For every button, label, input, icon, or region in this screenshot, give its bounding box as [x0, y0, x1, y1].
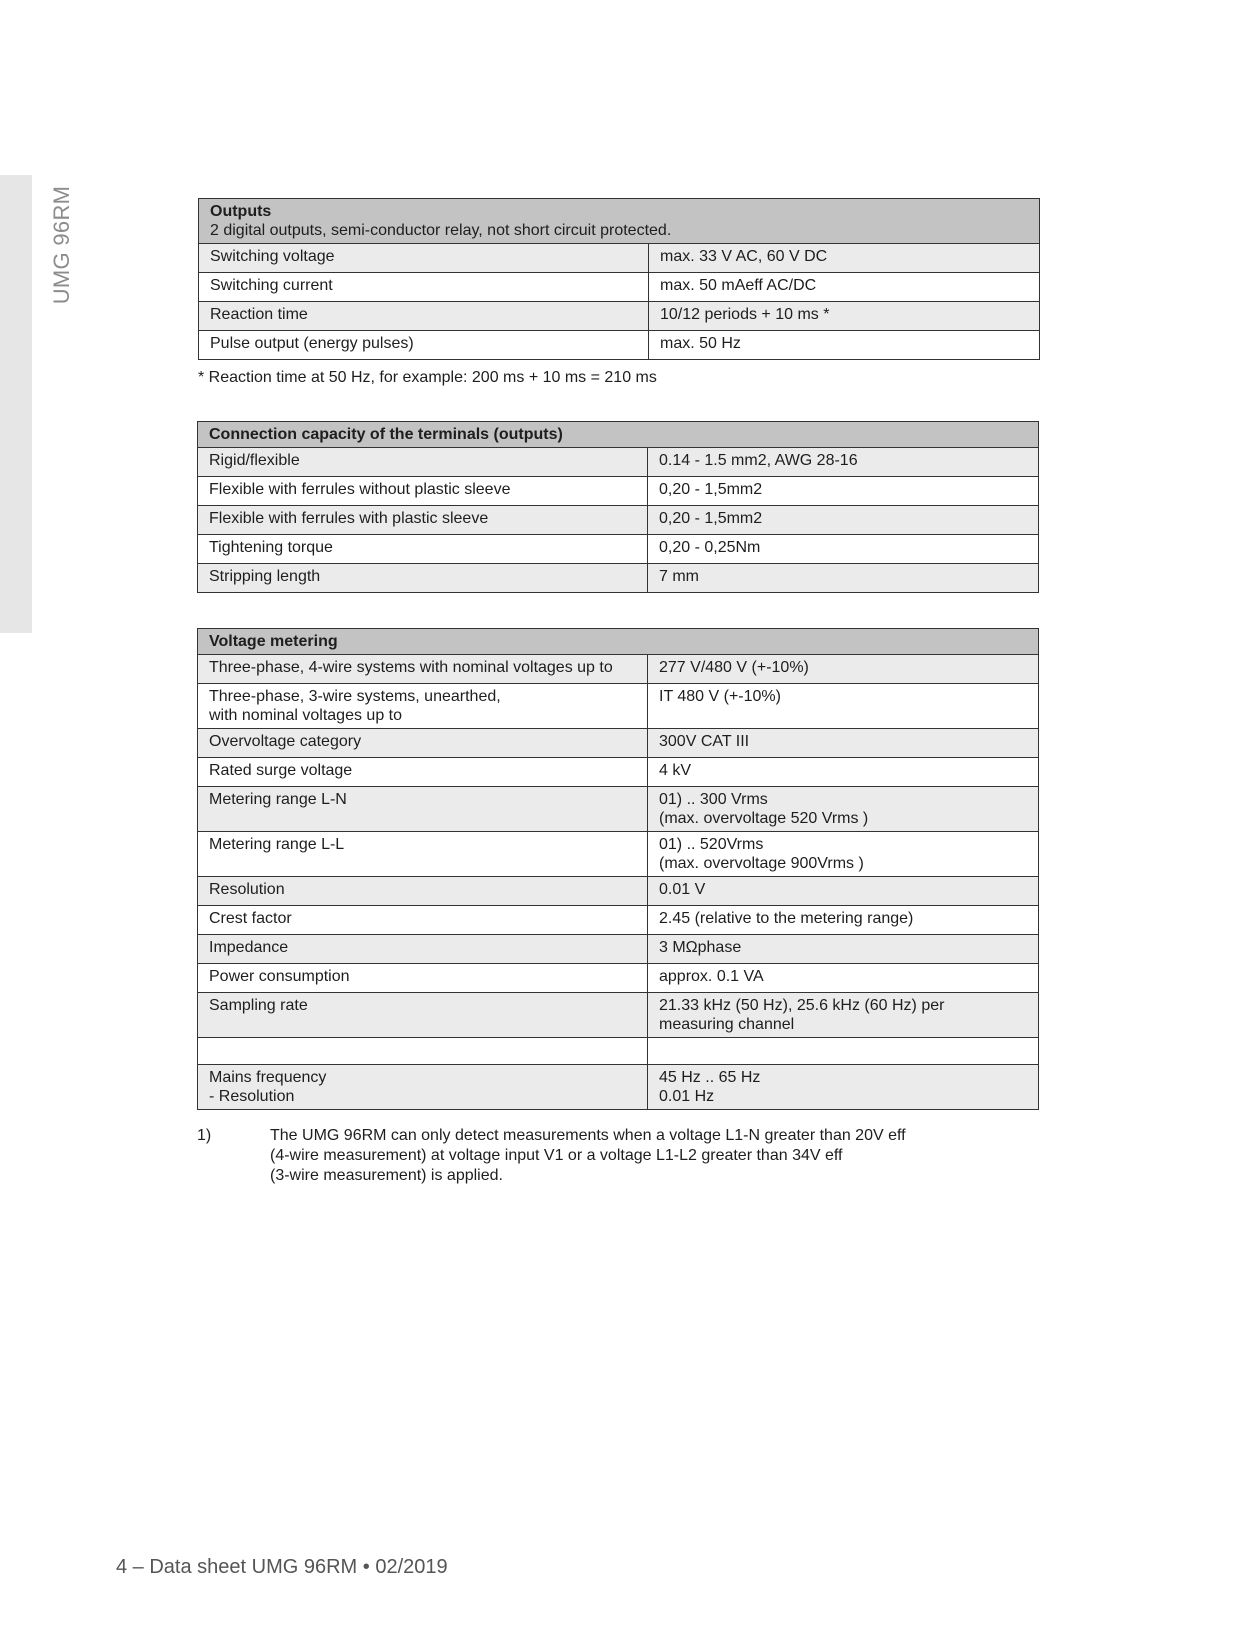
row-label: Flexible with ferrules without plastic sleeve — [198, 477, 648, 506]
row-label: Stripping length — [198, 564, 648, 593]
table-row — [198, 964, 1039, 993]
row-value: IT 480 V (+-10%) — [648, 684, 1039, 729]
connection-title: Connection capacity of the terminals (outputs) — [198, 422, 1039, 448]
outputs-title: Outputs — [210, 203, 272, 220]
table-row — [198, 935, 1039, 964]
row-label: Overvoltage category — [198, 729, 648, 758]
row-value: 7 mm — [648, 564, 1039, 593]
page-footer: 4 – Data sheet UMG 96RM • 02/2019 — [116, 1556, 448, 1578]
row-label: Reaction time — [199, 302, 649, 331]
table-row — [198, 906, 1039, 935]
table-row — [198, 787, 1039, 832]
row-value: 2.45 (relative to the metering range) — [648, 906, 1039, 935]
connection-table — [197, 421, 1039, 593]
row-label: Switching current — [199, 273, 649, 302]
table-row — [199, 244, 1040, 273]
row-value: 0.14 - 1.5 mm2, AWG 28-16 — [648, 448, 1039, 477]
table-row — [198, 477, 1039, 506]
row-value: 4 kV — [648, 758, 1039, 787]
table-row — [198, 684, 1039, 729]
footnote-text: The UMG 96RM can only detect measurements when a voltage L1-N greater than 20V eff (4-wire measurement) at voltage input V1 or a voltage L1-L2 greater than 34V eff (3-wire measurement) is applied. — [270, 1127, 906, 1184]
footnote-marker: 1) — [197, 1127, 212, 1144]
row-label: Three-phase, 4-wire systems with nominal voltages up to — [198, 655, 648, 684]
row-label: Mains frequency - Resolution — [198, 1065, 648, 1110]
row-label: Impedance — [198, 935, 648, 964]
row-label: Metering range L-N — [198, 787, 648, 832]
table-row — [199, 331, 1040, 360]
row-value: 21.33 kHz (50 Hz), 25.6 kHz (60 Hz) per measuring channel — [648, 993, 1039, 1038]
row-label: Power consumption — [198, 964, 648, 993]
row-value: 0.01 V — [648, 877, 1039, 906]
row-label: Rigid/flexible — [198, 448, 648, 477]
table-row — [199, 302, 1040, 331]
row-label: Metering range L-L — [198, 832, 648, 877]
side-tab — [0, 175, 32, 633]
row-label: Pulse output (energy pulses) — [199, 331, 649, 360]
row-value: 0,20 - 1,5mm2 — [648, 506, 1039, 535]
outputs-subtitle: 2 digital outputs, semi-conductor relay, not short circuit protected. — [210, 222, 672, 239]
row-value: 3 MΩphase — [648, 935, 1039, 964]
table-row — [198, 1038, 1039, 1065]
table-row — [198, 877, 1039, 906]
row-value: 10/12 periods + 10 ms * — [649, 302, 1040, 331]
row-value: 01) .. 520Vrms (max. overvoltage 900Vrms ) — [648, 832, 1039, 877]
table-row — [198, 564, 1039, 593]
table-row — [198, 832, 1039, 877]
table-row — [198, 655, 1039, 684]
outputs-table — [198, 198, 1040, 360]
row-value: 0,20 - 0,25Nm — [648, 535, 1039, 564]
table-row — [198, 993, 1039, 1038]
row-label: Resolution — [198, 877, 648, 906]
row-label: Sampling rate — [198, 993, 648, 1038]
outputs-header — [199, 199, 1040, 244]
row-label: Crest factor — [198, 906, 648, 935]
row-label: Rated surge voltage — [198, 758, 648, 787]
table-row — [198, 1065, 1039, 1110]
reaction-time-note: * Reaction time at 50 Hz, for example: 200 ms + 10 ms = 210 ms — [198, 369, 657, 386]
row-value: 300V CAT III — [648, 729, 1039, 758]
row-label — [198, 1038, 648, 1065]
row-value: 0,20 - 1,5mm2 — [648, 477, 1039, 506]
voltage-title: Voltage metering — [198, 629, 1039, 655]
row-value: 45 Hz .. 65 Hz 0.01 Hz — [648, 1065, 1039, 1110]
table-row — [198, 729, 1039, 758]
voltage-table — [197, 628, 1039, 1110]
row-value: max. 50 mAeff AC/DC — [649, 273, 1040, 302]
table-row — [198, 448, 1039, 477]
row-label: Three-phase, 3-wire systems, unearthed, with nominal voltages up to — [198, 684, 648, 729]
table-row — [198, 535, 1039, 564]
row-label: Flexible with ferrules with plastic sleeve — [198, 506, 648, 535]
side-label: UMG 96RM — [49, 185, 74, 305]
table-row — [199, 273, 1040, 302]
row-value: 01) .. 300 Vrms (max. overvoltage 520 Vrms ) — [648, 787, 1039, 832]
row-label: Tightening torque — [198, 535, 648, 564]
row-value — [648, 1038, 1039, 1065]
table-row — [198, 506, 1039, 535]
row-label: Switching voltage — [199, 244, 649, 273]
row-value: approx. 0.1 VA — [648, 964, 1039, 993]
row-value: 277 V/480 V (+-10%) — [648, 655, 1039, 684]
row-value: max. 50 Hz — [649, 331, 1040, 360]
row-value: max. 33 V AC, 60 V DC — [649, 244, 1040, 273]
table-row — [198, 758, 1039, 787]
